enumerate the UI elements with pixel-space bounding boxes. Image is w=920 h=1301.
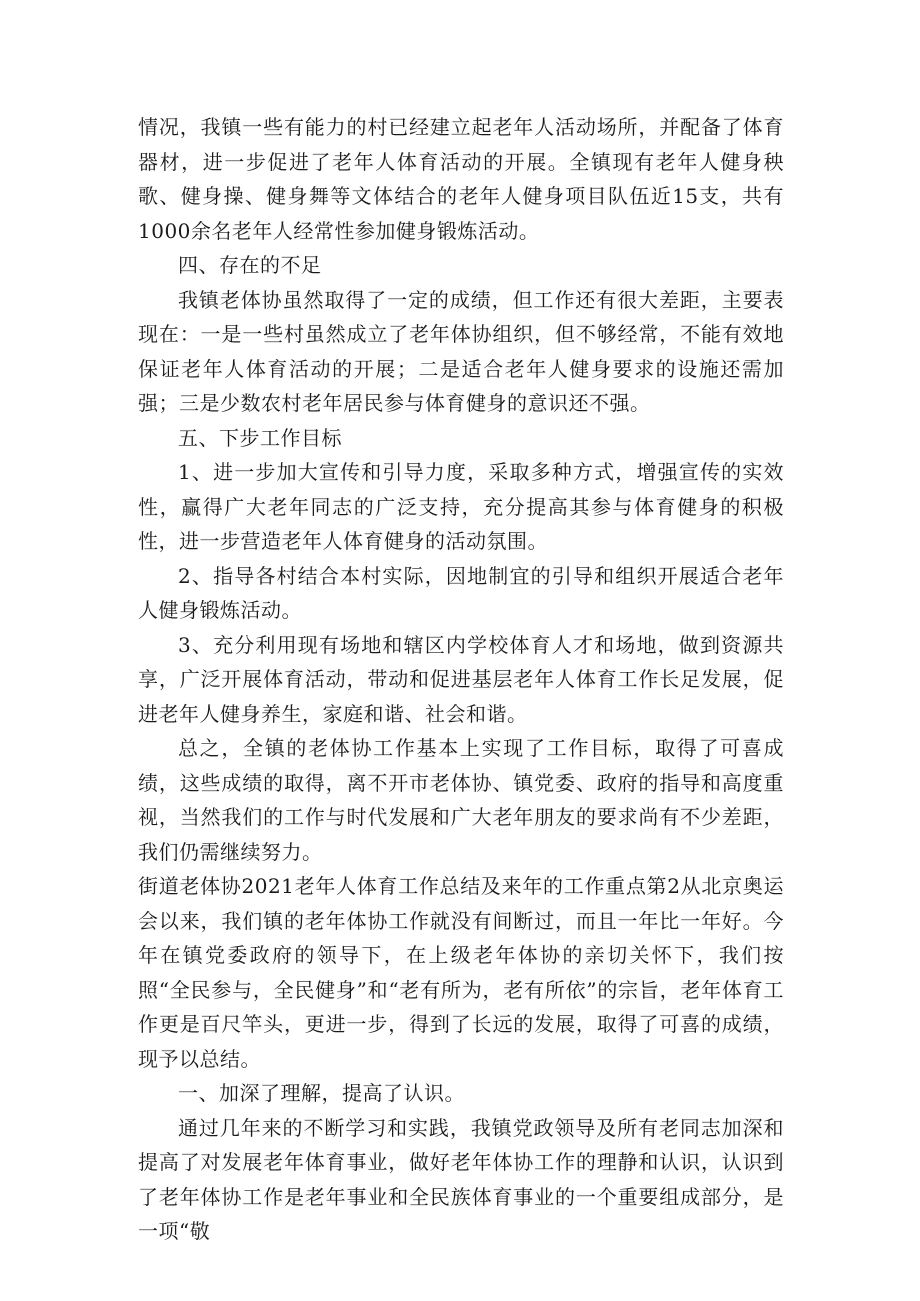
section-heading-next-goals: 五、下步工作目标 (178, 425, 342, 450)
goal-item-3: 3、充分利用现有场地和辖区内学校体育人才和场地，做到资源共享，广泛开展体育活动，带动和促进基层老年人体育工作长足发展，促进老年人健身养生，家庭和谐、社会和谐。 (138, 632, 784, 726)
section-heading-shortcomings: 四、存在的不足 (178, 253, 322, 277)
paragraph-activity-venues: 情况，我镇一些有能力的村已经建立起老年人活动场所，并配备了体育器材，进一步促进了老年人体育活动的开展。全镇现有老年人健身秧歌、健身操、健身舞等文体结合的老年人健身项目队伍近15支，共有1000余名老年人经常性参加健身锻炼活动。 (138, 115, 784, 243)
paragraph-understanding: 通过几年来的不断学习和实践，我镇党政领导及所有老同志加深和提高了对发展老年体育事业，做好老年体协工作的理静和认识，认识到了老年体协工作是老年事业和全民族体育事业的一个重要组成部分，是一项“敬 (138, 1115, 784, 1243)
paragraph-shortcomings: 我镇老体协虽然取得了一定的成绩，但工作还有很大差距，主要表现在：一是一些村虽然成立了老年体协组织，但不够经常，不能有效地保证老年人体育活动的开展；二是适合老年人健身要求的设施还需加强；三是少数农村老年居民参与体育健身的意识还不强。 (138, 287, 784, 415)
paragraph-second-report-intro: 街道老体协2021老年人体育工作总结及来年的工作重点第2从北京奥运会以来，我们镇的老年体协工作就没有间断过，而且一年比一年好。今年在镇党委政府的领导下，在上级老年体协的亲切关怀下，我们按照“全民参与，全民健身”和“老有所为，老有所依”的宗旨，老年体育工作更是百尺竿头，更进一步，得到了长远的发展，取得了可喜的成绩，现予以总结。 (138, 874, 784, 1071)
paragraph-summary: 总之，全镇的老体协工作基本上实现了工作目标，取得了可喜成绩，这些成绩的取得，离不开市老体协、镇党委、政府的指导和高度重视，当然我们的工作与时代发展和广大老年朋友的要求尚有不少差距，我们仍需继续努力。 (138, 736, 784, 864)
document-body (138, 110, 784, 1249)
section-heading-understanding: 一、加深了理解，提高了认识。 (178, 1081, 465, 1105)
goal-item-1: 1、进一步加大宣传和引导力度，采取多种方式，增强宣传的实效性，赢得广大老年同志的广泛支持，充分提高其参与体育健身的积极性，进一步营造老年人体育健身的活动氛围。 (138, 460, 784, 553)
goal-item-2: 2、指导各村结合本村实际，因地制宜的引导和组织开展适合老年人健身锻炼活动。 (138, 563, 784, 622)
